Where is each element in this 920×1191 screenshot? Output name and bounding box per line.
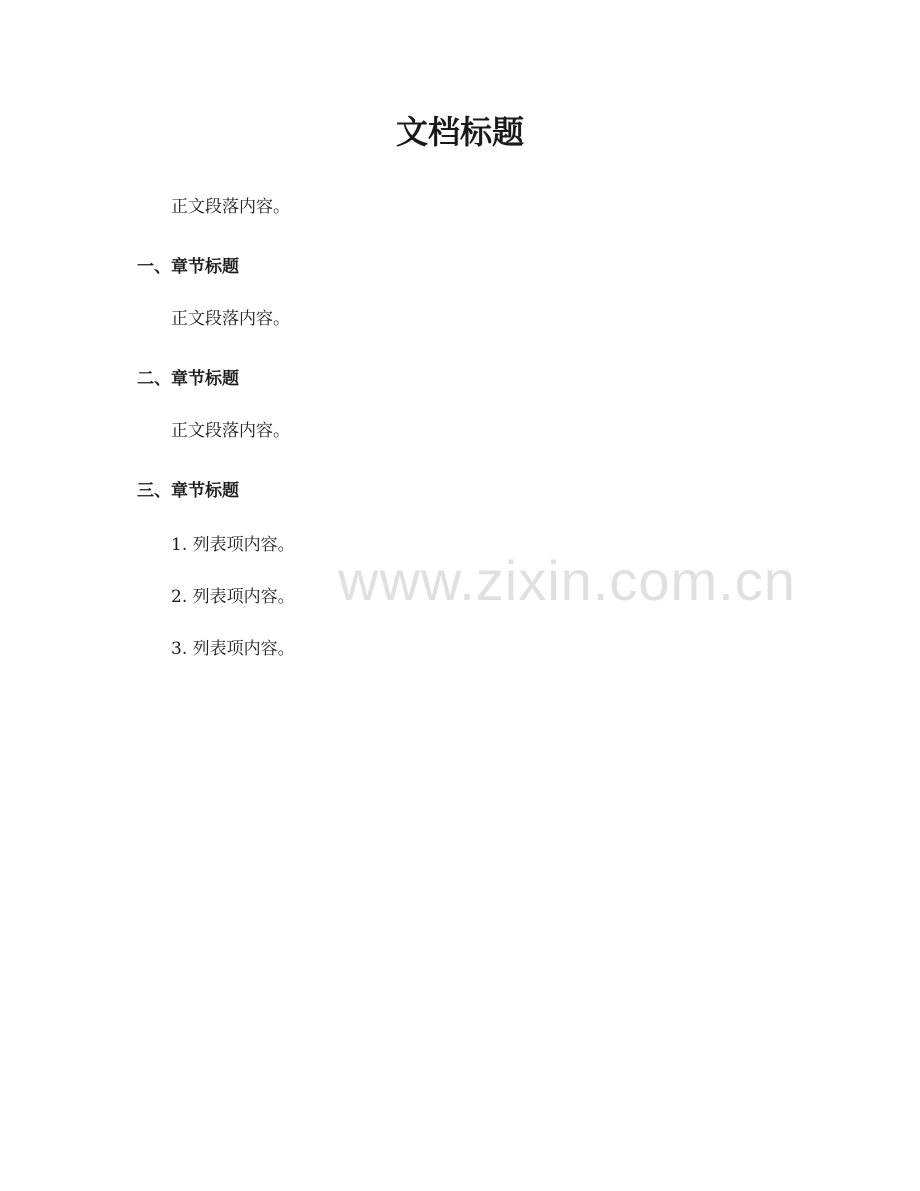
section-heading-1: 一、章节标题 — [137, 257, 239, 277]
page-title: 文档标题 — [395, 113, 524, 151]
list-item: 1. 列表项内容。 — [171, 535, 295, 555]
intro-paragraph: 正文段落内容。 — [171, 197, 290, 217]
section-paragraph-1: 正文段落内容。 — [171, 309, 290, 329]
section-paragraph-2: 正文段落内容。 — [171, 421, 290, 441]
section-heading-3: 三、章节标题 — [137, 481, 239, 501]
watermark-text: www.zixin.com.cn — [338, 549, 796, 612]
section-heading-2: 二、章节标题 — [137, 369, 239, 389]
list-item: 3. 列表项内容。 — [171, 639, 295, 659]
list-item: 2. 列表项内容。 — [171, 587, 295, 607]
